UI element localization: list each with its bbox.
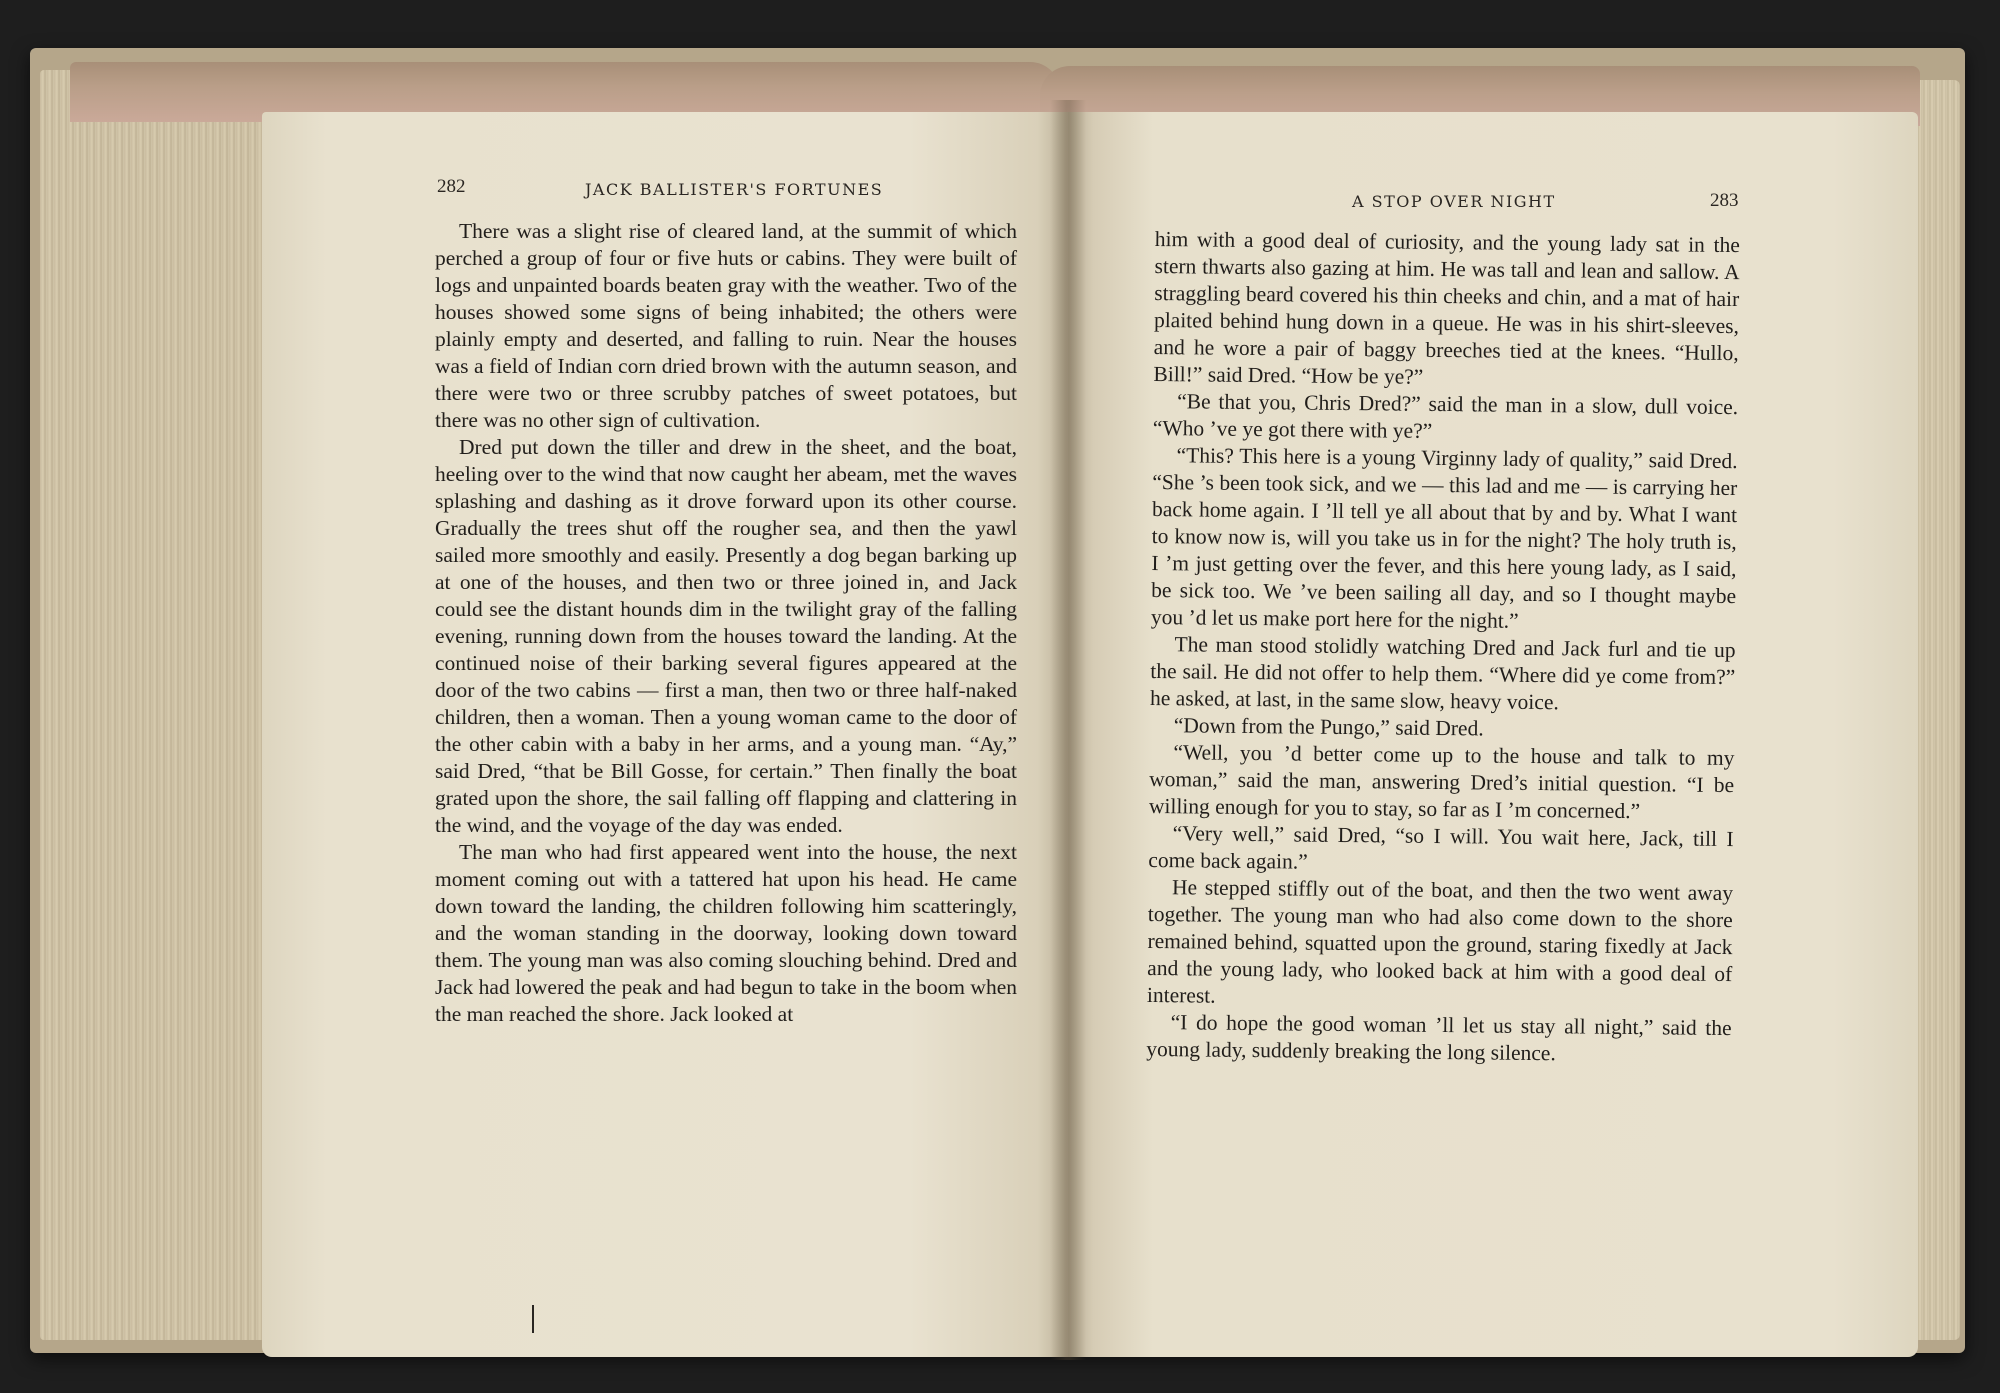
book-gutter — [1050, 100, 1086, 1360]
paragraph: He stepped stiffly out of the boat, and then the two went away together. The young man who had also come down to the shore remained behind, squatted upon the ground, staring fixedly at Jack and the young lady, who looked back at him with a good deal of interest. — [1146, 875, 1734, 1008]
paragraph: “Be that you, Chris Dred?” said the man in a slow, dull voice. “Who ’ve ye got there with ye?” — [1152, 389, 1739, 443]
paragraph: “I do hope the good woman ’ll let us stay all night,” said the young lady, suddenly breaking the long silence. — [1146, 1010, 1732, 1066]
paragraph: him with a good deal of curiosity, and the young lady sat in the stern thwarts also gazing at him. He was tall and lean and sallow. A straggling beard covered his thin cheeks and chin, and a mat of hair plaited behind hung down in a queue. He was in his shirt-sleeves, and he wore a pair of baggy breeches tied at the knees. “Hullo, Bill!” said Dred. “How be ye?” — [1153, 226, 1740, 389]
right-running-head: A STOP OVER NIGHT — [1352, 192, 1556, 211]
left-page-number: 282 — [437, 176, 466, 197]
paragraph: “This? This here is a young Virginny lady of quality,” said Dred. “She ’s been took sick, and we — this lad and me — is carrying her back home again. I ’ll tell ye all about that by and by. What I want to know now is, will you take us in for the night? The holy truth is, I ’m just getting over the fever, and this here young lady, as I said, be sick too. We ’ve been sailing all day, and so I thought maybe you ’d let us make port here for the night.” — [1150, 443, 1738, 633]
paragraph: There was a slight rise of cleared land, at the summit of which perched a group of four or five huts or cabins. They were built of logs and unpainted boards beaten gray with the weather. Two of the houses showed some signs of being inhabited; the others were plainly empty and deserted, and falling to ruin. Near the houses was a field of Indian corn dried brown with the autumn season, and there were two or three scrubby patches of sweet potatoes, but there was no other sign of cultivation. — [435, 219, 1017, 432]
left-page-text — [435, 218, 1017, 1028]
paragraph: “Very well,” said Dred, “so I will. You wait here, Jack, till I come back again.” — [1148, 821, 1734, 874]
paragraph: “Down from the Pungo,” said Dred. — [1173, 713, 1484, 741]
paragraph: Dred put down the tiller and drew in the sheet, and the boat, heeling over to the wind that now caught her abeam, met the waves splashing and dashing as it drove forward upon its other course. Gradually the trees shut off the rougher sea, and then the yawl sailed more smoothly and easily. Presently a dog began barking up at one of the houses, and then two or three joined in, and Jack could see the distant hounds dim in the twilight gray of the falling evening, running down from the houses toward the landing. At the continued noise of their barking several figures appeared at the door of the two cabins — first a man, then two or three half-naked children, then a woman. Then a young woman came to the door of the other cabin with a baby in her arms, and a young man. “Ay,” said Dred, “that be Bill Gosse, for certain.” Then finally the boat grated upon the shore, the sail falling off flapping and clattering in the wind, and the voyage of the day was ended. — [435, 435, 1017, 837]
left-page-stack — [40, 70, 270, 1340]
left-running-head: JACK BALLISTER'S FORTUNES — [585, 180, 884, 199]
paragraph: The man who had first appeared went into the house, the next moment coming out with a tattered hat upon his head. He came down toward the landing, the children following him scatteringly, and the woman standing in the doorway, looking down toward them. The young man was also coming slouching behind. Dred and Jack had lowered the peak and had begun to take in the boom when the man reached the shore. Jack looked at — [435, 840, 1017, 1026]
paragraph: “Well, you ’d better come up to the house and talk to my woman,” said the man, answering Dred’s initial question. “I be willing enough for you to stay, so far as I ’m concerned.” — [1148, 740, 1735, 824]
paragraph: The man stood stolidly watching Dred and Jack furl and tie up the sail. He did not offer to help them. “Where did ye come from?” he asked, at last, in the same slow, heavy voice. — [1149, 632, 1736, 715]
margin-mark — [532, 1305, 534, 1333]
right-page-number: 283 — [1710, 190, 1739, 211]
right-page-text — [1146, 226, 1740, 1069]
